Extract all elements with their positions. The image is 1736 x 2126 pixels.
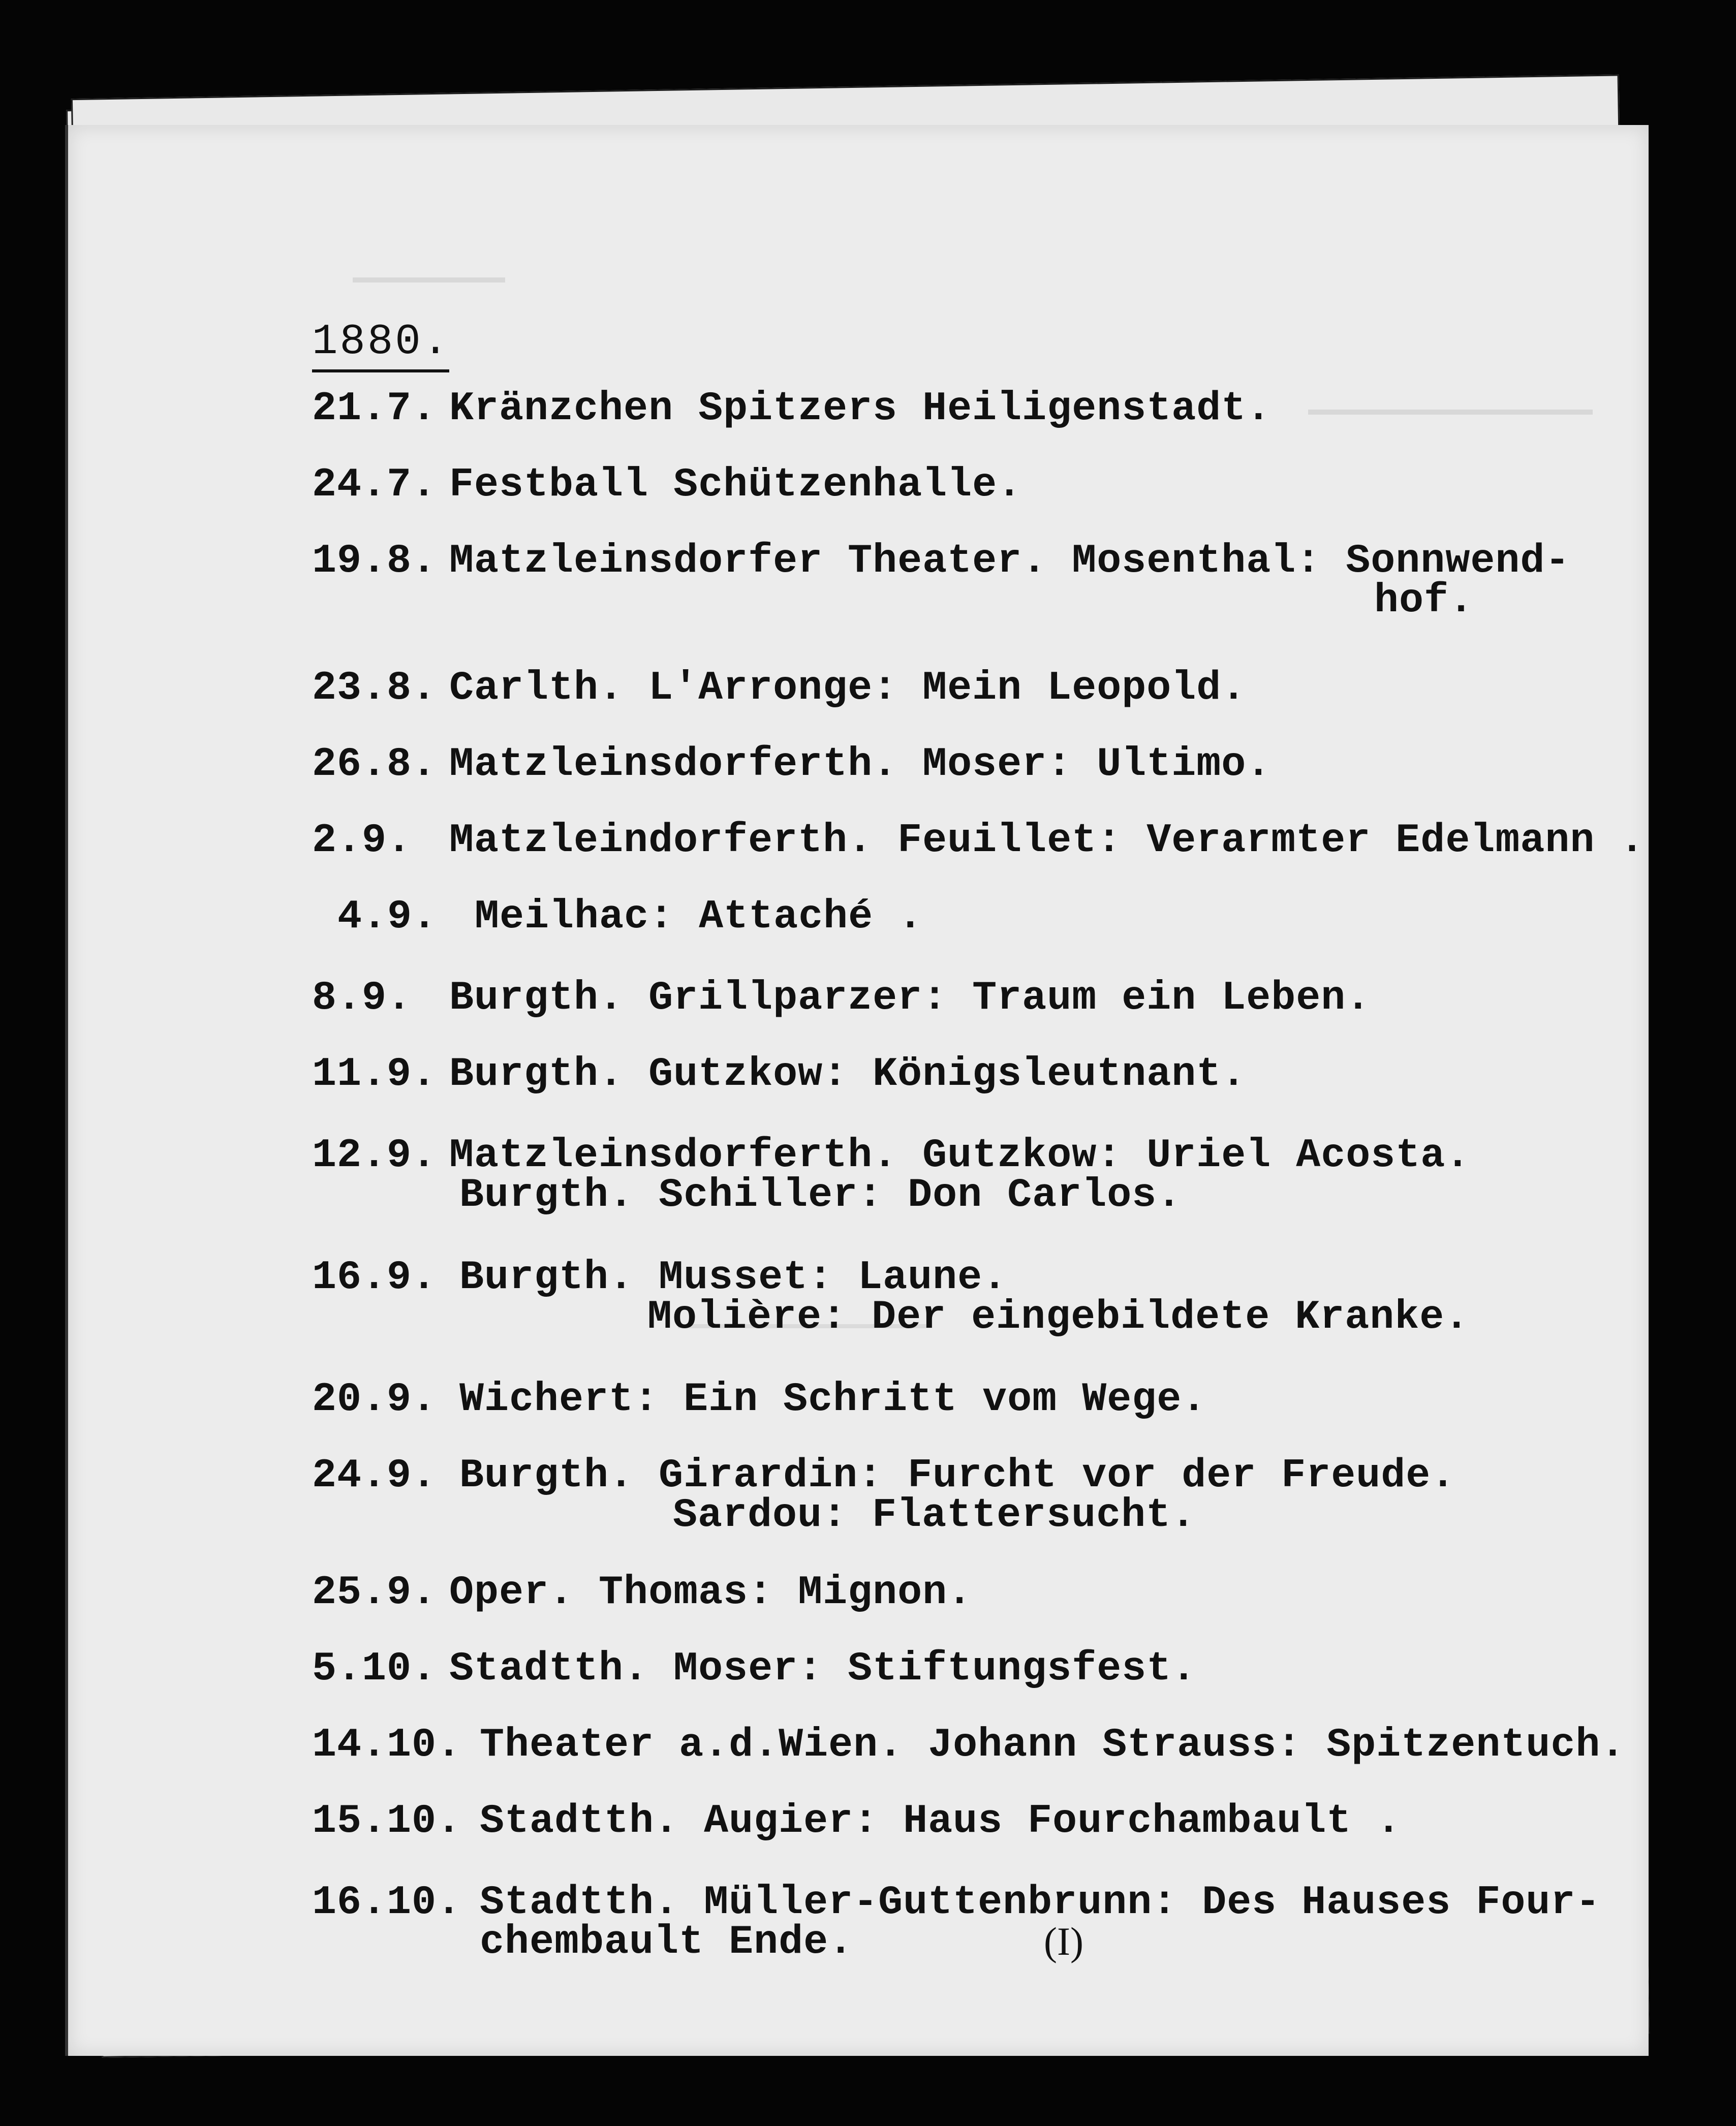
entry-text: Burgth. Grillparzer: Traum ein Leben.: [449, 975, 1371, 1021]
entry-2-9: [312, 818, 1645, 867]
entry-text: Meilhac: Attaché .: [475, 894, 923, 940]
entry-24-9: [312, 1453, 1633, 1543]
entry-15-10: [312, 1798, 1633, 1848]
entry-25-9: [312, 1570, 1633, 1619]
entry-text: Matzleinsdorfer Theater. Mosenthal: Sonnwend-: [449, 538, 1570, 584]
entry-text: Wichert: Ein Schritt vom Wege.: [459, 1377, 1207, 1423]
entry-date: 24.7.: [312, 462, 437, 508]
entry-date: 21.7.: [312, 386, 437, 432]
entry-text: Matzleinsdorferth. Moser: Ultimo.: [449, 741, 1272, 788]
entry-date: 4.9.: [337, 894, 438, 940]
entry-text: Festball Schützenhalle.: [449, 462, 1022, 508]
entry-14-10: [312, 1722, 1644, 1771]
entry-date: 25.9.: [312, 1570, 437, 1616]
entry-date: 16.9.: [312, 1255, 437, 1301]
entry-date: 16.10.: [312, 1880, 462, 1926]
entry-text: Stadtth. Müller-Guttenbrunn: Des Hauses Four-: [480, 1880, 1601, 1926]
entry-text: Stadtth. Moser: Stiftungsfest.: [449, 1646, 1197, 1692]
entry-continuation: hof.: [1374, 578, 1474, 624]
entry-date: 24.9.: [312, 1453, 437, 1499]
entry-date: 19.8.: [312, 538, 437, 584]
entry-continuation: Sardou: Flattersucht.: [673, 1492, 1196, 1539]
entry-date: 14.10.: [312, 1722, 462, 1768]
year-heading: 1880.: [312, 318, 449, 372]
entry-date: 11.9.: [312, 1051, 437, 1098]
entry-continuation: Molière: Der eingebildete Kranke.: [647, 1294, 1470, 1340]
entry-date: 8.9.: [312, 975, 412, 1021]
entry-date: 20.9.: [312, 1377, 437, 1423]
entry-26-8: [312, 741, 1633, 791]
entry-text: Burgth. Girardin: Furcht vor der Freude.: [459, 1453, 1456, 1499]
entry-11-9: [312, 1051, 1633, 1101]
entry-text: Theater a.d.Wien. Johann Strauss: Spitzentuch.: [480, 1722, 1626, 1768]
entry-text: Oper. Thomas: Mignon.: [449, 1570, 973, 1616]
entry-23-8: [312, 665, 1633, 714]
entry-text: Burgth. Musset: Laune.: [459, 1255, 1008, 1301]
entry-continuation: chembault Ende.: [480, 1919, 854, 1965]
entry-text: Matzleindorferth. Feuillet: Verarmter Edelmann .: [449, 818, 1645, 864]
entry-4-9: [337, 894, 1608, 943]
entry-text: Kränzchen Spitzers Heiligenstadt.: [449, 386, 1272, 432]
entry-16-10: [312, 1880, 1644, 1969]
entry-date: 23.8.: [312, 665, 437, 711]
entry-date: 12.9.: [312, 1133, 437, 1179]
bleed-through-line: [353, 277, 505, 283]
entry-5-10: [312, 1646, 1633, 1695]
entry-text: Burgth. Gutzkow: Königsleutnant.: [449, 1051, 1247, 1098]
entry-8-9: [312, 975, 1633, 1024]
entry-date: 2.9.: [312, 818, 412, 864]
entry-continuation: Burgth. Schiller: Don Carlos.: [459, 1172, 1182, 1218]
entry-20-9: [312, 1377, 1633, 1426]
typed-page: [65, 125, 1649, 2056]
handwritten-page-marker: (I): [1044, 1919, 1083, 1963]
entry-24-7: [312, 462, 1633, 511]
entry-text: Carlth. L'Arronge: Mein Leopold.: [449, 665, 1247, 711]
entry-21-7: [312, 386, 1633, 435]
entry-12-9: [312, 1133, 1633, 1223]
entry-text: Matzleinsdorferth. Gutzkow: Uriel Acosta.: [449, 1133, 1471, 1179]
entry-date: 15.10.: [312, 1798, 462, 1844]
entry-text: Stadtth. Augier: Haus Fourchambault .: [480, 1798, 1402, 1844]
entry-date: 26.8.: [312, 741, 437, 788]
entry-date: 5.10.: [312, 1646, 437, 1692]
entry-19-8: [312, 538, 1633, 628]
entry-16-9: [312, 1255, 1633, 1345]
